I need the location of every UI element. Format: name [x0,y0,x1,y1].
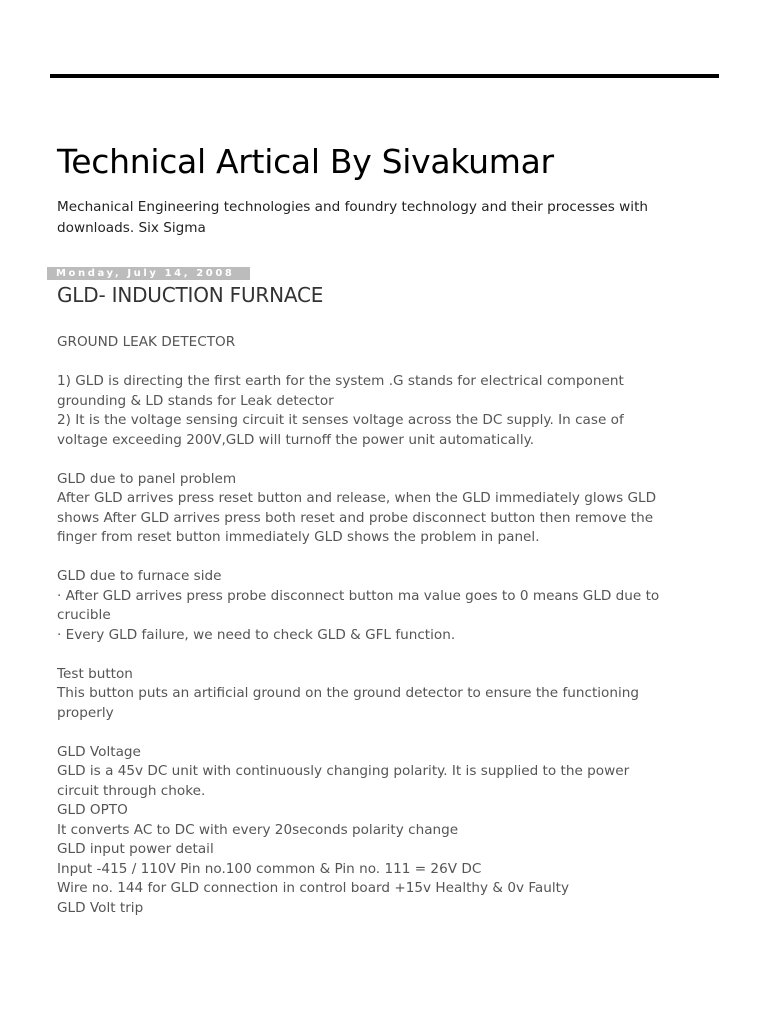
paragraph-gap [57,548,717,568]
post-date-header: Monday, July 14, 2008 [47,267,250,280]
body-line: Wire no. 144 for GLD connection in control board +15v Healthy & 0v Faulty [57,880,570,896]
body-heading: GROUND LEAK DETECTOR [57,334,236,350]
body-line: After GLD arrives press reset button and release, when the GLD immediately glows GLD [57,490,657,506]
body-line: circuit through choke. [57,782,206,799]
section-heading: GLD Voltage [57,743,141,760]
section-heading: Test button [57,665,133,682]
blog-description-line: downloads. Six Sigma [57,220,206,236]
body-line: It converts AC to DC with every 20seconds polarity change [57,821,459,838]
post-body [57,333,717,918]
paragraph-gap [57,450,717,470]
body-line: crucible [57,607,111,623]
body-line: This button puts an artificial ground on the ground detector to ensure the functioning [57,685,640,701]
paragraph-gap [57,353,717,373]
body-line: shows After GLD arrives press both reset and probe disconnect button then remove the [57,509,654,526]
body-line: voltage exceeding 200V,GLD will turnoff the power unit automatically. [57,431,535,448]
body-line: · After GLD arrives press probe disconnect button ma value goes to 0 means GLD due to [57,587,660,604]
blog-description [57,197,717,239]
blog-title[interactable]: Technical Artical By Sivakumar [57,142,554,181]
body-line: 1) GLD is directing the first earth for the system .G stands for electrical component [57,373,624,389]
body-line: finger from reset button immediately GLD shows the problem in panel. [57,529,540,545]
body-line: GLD Volt trip [57,899,144,916]
header-divider [50,74,719,78]
body-line: GLD OPTO [57,802,128,818]
section-heading: GLD due to panel problem [57,470,237,487]
body-line: grounding & LD stands for Leak detector [57,392,334,409]
post-title[interactable]: GLD- INDUCTION FURNACE [57,283,324,307]
paragraph-gap [57,645,717,665]
blog-description-line: Mechanical Engineering technologies and foundry technology and their processes with [57,199,649,215]
body-line: Input -415 / 110V Pin no.100 common & Pin no. 111 = 26V DC [57,860,482,877]
paragraph-gap [57,723,717,743]
body-line: · Every GLD failure, we need to check GLD & GFL function. [57,626,456,643]
body-line: GLD is a 45v DC unit with continuously changing polarity. It is supplied to the power [57,763,630,779]
body-line: GLD input power detail [57,841,214,857]
body-line: properly [57,704,114,721]
section-heading: GLD due to furnace side [57,568,222,584]
body-line: 2) It is the voltage sensing circuit it senses voltage across the DC supply. In case of [57,412,624,428]
